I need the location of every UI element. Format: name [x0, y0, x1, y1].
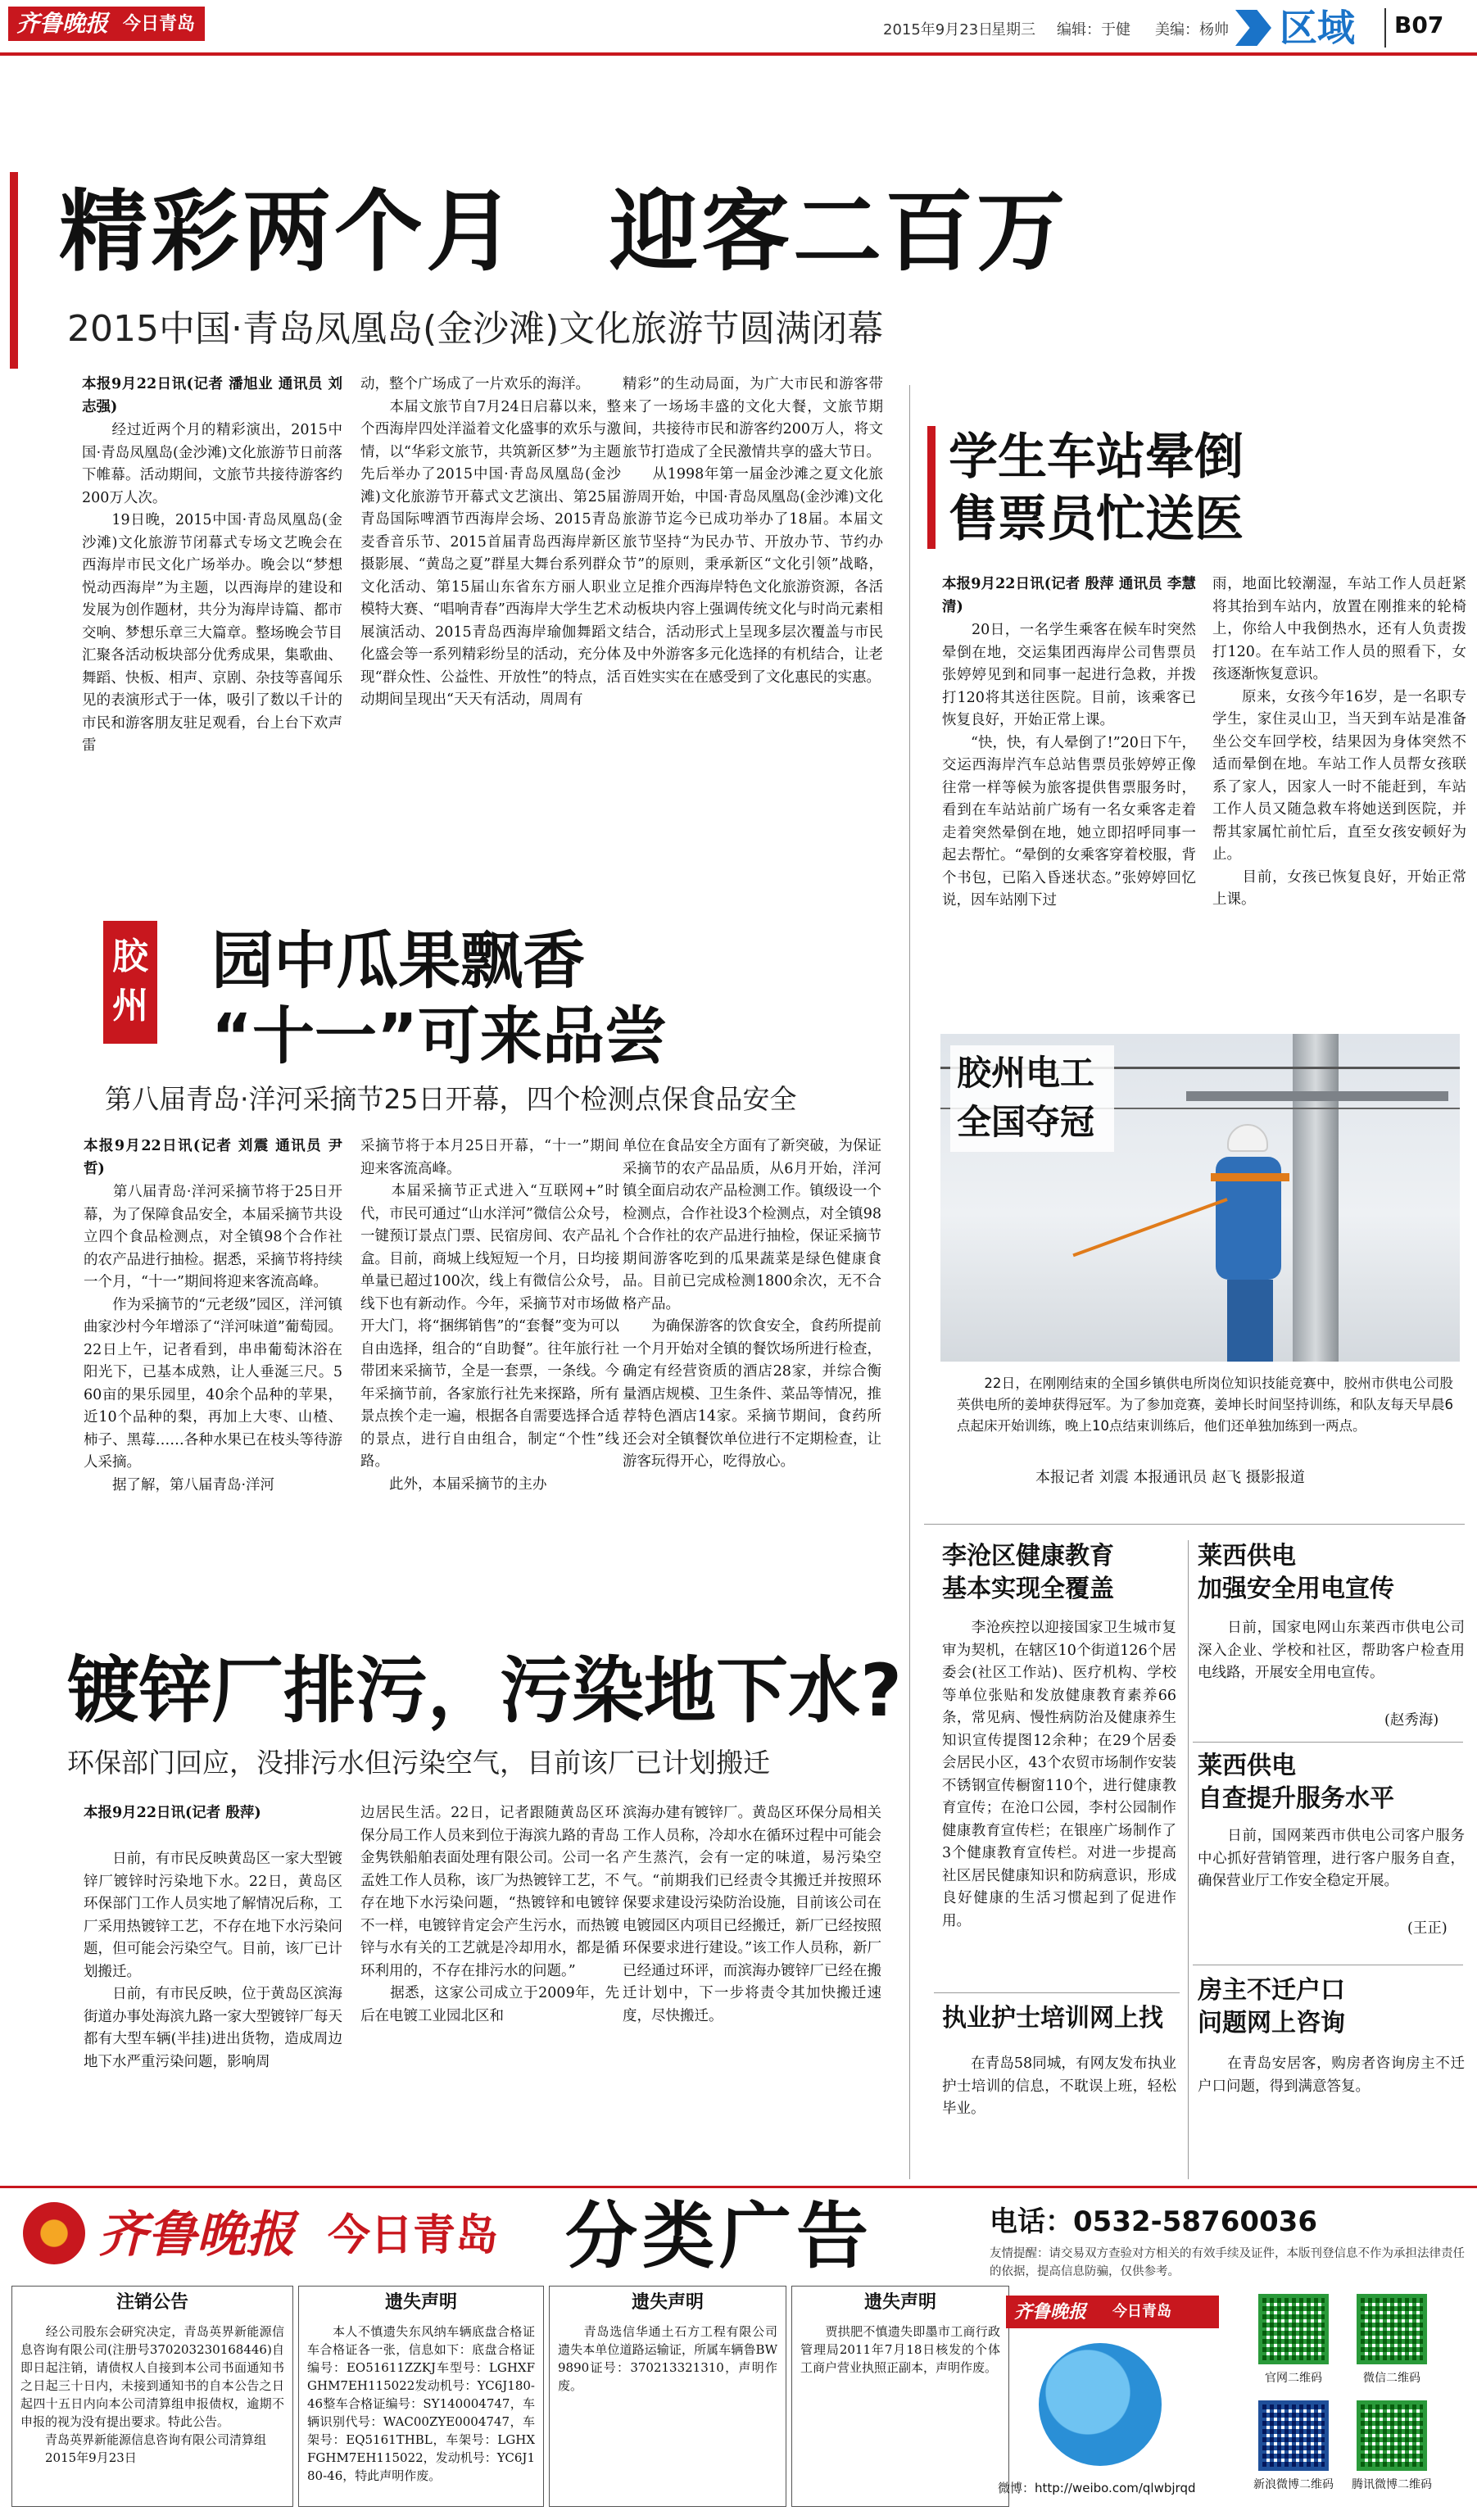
ad-body: 贾拱肥不慎遗失即墨市工商行政管理局2011年7月18日核发的个体工商户营业执照正副本，声明作废。 [800, 2324, 1000, 2375]
brief-title: 执业护士培训网上找 [942, 2004, 1163, 2033]
page-header [0, 0, 1477, 59]
main-column-1: 经过近两个月的精彩演出，2015中国·青岛凤凰岛(金沙滩)文化旅游节日前落下帷幕。活动期间，文旅节共接待游客约200万人次。 19日晚，2015中国·青岛凤凰岛(金沙滩)文化旅游节闭幕式专场文艺晚会在西海岸市民文化广场举办。晚会以“梦想悦动西海岸”为主题，以西海岸的建设和发展为创作题材，共分为海岸诗篇、都市交响、梦想乐章三大篇章。整场晚会节目汇聚各活动板块部分优秀成果，集歌曲、舞蹈、快板、相声、京剧、杂技等喜闻乐见的表演形式于一体，吸引了数以千计的市民和游客朋友驻足观看，台上台下欢声雷 [82, 422, 342, 754]
story2-headline-2: “十一”可来品尝 [211, 999, 667, 1072]
qr-code-icon[interactable] [1258, 2294, 1329, 2364]
brief-body: 李沧疾控以迎接国家卫生城市复审为契机，在辖区10个街道126个居委会(社区工作站)、医疗机构、学校等单位张贴和发放健康教育素养66条，常见病、慢性病防治及健康养生知识宣传提图12余种；在29个居委会居民小区，43个农贸市场制作安装不锈钢宣传橱窗110个，进行健康教育宣传；在沧口公园，李村公园制作健康教育宣传栏；在银座广场制作了3个健康教育宣传栏。对进一步提高社区居民健康知识和防病意识，形成良好健康的生活习惯起到了促进作用。 [942, 1620, 1176, 1929]
main-column-2: 动，整个广场成了一片欢乐的海洋。 本届文旅节自7月24日启幕以来，整个西海岸四处洋溢着文化盛事的欢乐与激情，以“华彩文旅节，共筑新区梦”为主题先后举办了2015中国·青岛凤凰岛(金沙滩)文化旅游节开幕式文艺演出、第25届青岛国际啤酒节西海岸会场、2015青岛麦香音乐节、2015首届青岛西海岸新区摄影展、“黄岛之夏”群星大舞台系列群众文化活动、第15届山东省东方丽人职业模特大赛、“唱响青春”西海岸大学生艺术展演活动、2015青岛西海岸瑜伽舞蹈文化盛会等一系列精彩纷呈的活动，充分体现“群众性、公益性、开放性”的特点，活动期间呈现出“天天有活动，周周有 [360, 376, 621, 708]
story3-byline: 本报9月22日讯(记者 殷萍) [84, 1805, 261, 1821]
ad-box [11, 2286, 293, 2507]
main-headline: 精彩两个月 迎客二百万 [59, 181, 1069, 283]
ad-box [549, 2286, 786, 2507]
brief-body: 日前，国网莱西市供电公司客户服务中心抓好营销管理，进行客户服务自查，确保营业厅工作安全稳定开展。 [1198, 1828, 1465, 1889]
brief-title: 自查提升服务水平 [1198, 1784, 1394, 1813]
header-designer: 美编：杨帅 [1155, 21, 1229, 39]
section-arrow-icon [1235, 10, 1271, 46]
brief-title: 李沧区健康教育 [942, 1542, 1114, 1570]
brief-body: 日前，国家电网山东莱西市供电公司深入企业、学校和社区，帮助客户检查用电线路，开展安全用电宣传。 [1198, 1620, 1465, 1681]
story2-headline-1: 园中瓜果飘香 [211, 924, 585, 997]
ads-top-rule [0, 2186, 1477, 2188]
weibo-promo [990, 2286, 1235, 2507]
brief-title: 房主不迁户口 [1198, 1976, 1345, 2005]
qr-label: 新浪微博二维码 [1253, 2478, 1334, 2491]
brief-title: 莱西供电 [1198, 1752, 1296, 1780]
header-date: 2015年9月23日 [883, 21, 994, 39]
ads-logo-emblem [23, 2202, 85, 2264]
photo-caption: 22日，在刚刚结束的全国乡镇供电所岗位知识技能竞赛中，胶州市供电公司股英供电所的姜坤获得冠军。为了参加竞赛，姜坤长时间坚持训练，和队友每天早晨6点起床开始训练，晚上10点结束训练后，他们还单独加练到一两点。 [957, 1376, 1453, 1434]
column-rule [909, 385, 910, 2179]
worker-harness [1211, 1173, 1289, 1181]
brief-author: (王正) [1407, 1920, 1448, 1937]
story4-column-1: 20日，一名学生乘客在候车时突然晕倒在地，交运集团西海岸公司售票员张婷婷见到和同事一起进行急救，并拨打120将其送往医院。目前，该乘客已恢复良好，开始正常上课。 “快，快，有人晕倒了!”20日下午，交运西海岸汽车总站售票员张婷婷正像往常一样等候为旅客提供售票服务时，看到在车站站前广场有一名女乘客走着走着突然晕倒在地，她立即招呼同事一起去帮忙。“晕倒的女乘客穿着校服，背个书包，已陷入昏迷状态。”张婷婷回忆说，因车站刚下过 [942, 622, 1196, 909]
main-subhead: 2015中国·青岛凤凰岛(金沙滩)文化旅游节圆满闭幕 [67, 308, 884, 350]
weibo-logo-name: 齐鲁晚报 [1014, 2301, 1087, 2323]
brief-rule [1193, 1742, 1463, 1743]
worker-legs [1227, 1280, 1273, 1362]
story2-byline: 本报9月22日讯(记者 刘震 通讯员 尹哲) [84, 1138, 342, 1177]
header-rule [0, 52, 1477, 56]
qr-code-icon[interactable] [1258, 2400, 1329, 2471]
brief-rule [934, 1992, 1180, 1993]
ad-title: 遗失声明 [863, 2292, 936, 2313]
safety-rope [1072, 1198, 1227, 1257]
power-pole [1293, 1034, 1339, 1362]
story3-headline: 镀锌厂排污，污染地下水? [67, 1648, 903, 1733]
brief-title: 莱西供电 [1198, 1542, 1296, 1570]
ad-body: 本人不慎遗失东风纳车辆底盘合格证车合格证各一张，信息如下：底盘合格证编号：EO51611ZZKJ车型号：LGHXFGHM7EH115022发动机号：YC6J180-46整车合格证编号：SY140004747，车辆识别代号：WAC00ZYE0004747，车架号：EQ5161THBL，车架号：LGHXFGHM7EH115022，发动机号：YC6J180-46，特此声明作废。 [307, 2324, 535, 2483]
ads-title: 分类广告 [565, 2194, 874, 2278]
brief-body: 在青岛58同城，有网友发布执业护士培训的信息，不耽误上班，轻松毕业。 [942, 2055, 1176, 2117]
story3-subhead: 环保部门回应，没排污水但污染空气，目前该厂已计划搬迁 [67, 1747, 770, 1779]
ads-logo-name: 齐鲁晚报 [98, 2206, 295, 2264]
brief-title: 基本实现全覆盖 [942, 1575, 1114, 1603]
photo-credit: 本报记者 刘震 本报通讯员 赵飞 摄影报道 [1035, 1469, 1305, 1486]
weibo-url[interactable]: 微博：http://weibo.com/qlwbjrqd [998, 2481, 1196, 2495]
qr-label: 微信二维码 [1363, 2372, 1420, 2385]
header-divider [1384, 8, 1386, 48]
ad-title: 注销公告 [116, 2292, 188, 2313]
worker-helmet [1227, 1124, 1268, 1152]
qr-code-icon[interactable] [1357, 2400, 1427, 2471]
story2-subhead: 第八届青岛·洋河采摘节25日开幕，四个检测点保食品安全 [105, 1083, 797, 1115]
ads-notice: 友情提醒：请交易双方查验对方相关的有效手续及证件，本版刊登信息不作为承担法律责任的依据，提高信息防骗，仅供参考。 [990, 2247, 1465, 2278]
story4-accent-bar [927, 426, 936, 549]
ads-logo-edition: 今日青岛 [328, 2211, 499, 2260]
story3-column-3: 滨海办建有镀锌厂。黄岛区环保分局相关工作人员称，冷却水在循环过程中可能会产生蒸汽，会有一定的味道，易污染空气。“前期我们已经责令其搬迁并按照环保要求建设污染防治设施，目前该公司在电镀园区内项目已经搬迁，新厂已经按照环保要求进行建设。”该工作人员称，新厂已经通过环评，而滨海办镀锌厂已经在搬迁计划中，下一步将责令其加快搬迁速度，尽快搬迁。 [623, 1805, 881, 2024]
weibo-logo-edition: 今日青岛 [1112, 2303, 1171, 2320]
masthead-logo: 齐鲁晚报 [16, 10, 109, 37]
qr-label: 腾讯微博二维码 [1352, 2478, 1432, 2491]
photo-title-1: 胶州电工 [957, 1053, 1095, 1093]
brief-author: (赵秀海) [1384, 1712, 1439, 1729]
ad-title: 遗失声明 [631, 2292, 704, 2313]
ad-body: 青岛选信华通土石方工程有限公司遗失本单位道路运输证，所属车辆鲁BW9890证号：370213321310，声明作废。 [558, 2324, 777, 2393]
story4-headline-1: 学生车站晕倒 [949, 428, 1244, 486]
photo-title-2: 全国夺冠 [957, 1102, 1095, 1142]
headline-accent-bar [10, 172, 18, 369]
column-rule [1188, 1540, 1189, 2179]
story4-headline-2: 售票员忙送医 [949, 491, 1244, 548]
ads-phone: 电话：0532-58760036 [990, 2205, 1317, 2238]
ad-title: 遗失声明 [384, 2292, 457, 2313]
brief-title: 问题网上咨询 [1198, 2009, 1345, 2037]
main-byline: 本报9月22日讯(记者 潘旭业 通讯员 刘志强) [82, 376, 342, 415]
qr-label: 官网二维码 [1265, 2372, 1322, 2385]
ad-box [791, 2286, 1009, 2507]
header-editor: 编辑：于健 [1057, 21, 1130, 39]
story4-column-2: 雨，地面比较潮湿，车站工作人员赶紧将其抬到车站内，放置在刚推来的轮椅上，你给人中我倒热水，还有人负责拨打120。在车站工作人员的照看下，女孩逐渐恢复意识。 原来，女孩今年16岁，是一名职专学生，家住灵山卫，当天到车站是准备坐公交车回学校，结果因为身体突然不适而晕倒在地。车站工作人员帮女孩联系了家人，因家人一时不能赶到，车站工作人员又随急救车将她送到医院，并帮其家属忙前忙后，直至女孩安顿好为止。 目前，女孩已恢复良好，开始正常上课。 [1212, 576, 1466, 908]
section-label: 区域 [1280, 6, 1355, 50]
story2-tag: 胶州 [112, 936, 148, 1027]
ad-body: 经公司股东会研究决定，青岛英界新能源信息咨询有限公司(注册号370203230168446)自即日起注销，请债权人自接到本公司书面通知书之日起三十日内，未接到通知书的自本公告之日起四十五日内向本公司清算组申报债权，逾期不申报的视为没有提出要求。特此公告。 青岛英界新能源信息咨询有限公司清算组 2015年9月23日 [20, 2324, 284, 2465]
brief-title: 加强安全用电宣传 [1198, 1575, 1394, 1603]
page-number: B07 [1394, 11, 1444, 39]
section-rule [924, 1524, 1465, 1525]
story2-column-1: 第八届青岛·洋河采摘节将于25日开幕，为了保障食品安全，本届采摘节共设立四个食品检测点，对全镇98个合作社的农产品进行抽检。据悉，采摘节将持续一个月，“十一”期间将迎来客流高峰。 作为采摘节的“元老级”园区，洋河镇曲家沙村今年增添了“洋河味道”葡萄园。22日上午，记者看到，串串葡萄沐浴在阳光下，已基本成熟，让人垂涎三尺。560亩的果乐园里，40余个品种的苹果，近10个品种的梨，再加上大枣、山楂、柿子、黑莓……各种水果已在枝头等待游人采摘。 据了解，第八届青岛·洋河 [84, 1184, 342, 1493]
qr-code-icon[interactable] [1357, 2294, 1427, 2364]
story2-column-3: 单位在食品安全方面有了新突破，为保证采摘节的农产品品质，从6月开始，洋河镇全面启动农产品检测工作。镇级设一个检测点，合作社设3个检测点，对全镇98个合作社的农产品进行抽检，保证采摘节期间游客吃到的瓜果蔬菜是绿色健康食品。目前已完成检测1800余次，无不合格产品。 为确保游客的饮食安全，食药所提前一个月开始对全镇的餐饮场所进行检查，确定有经营资质的酒店28家，并综合衡量酒店规模、卫生条件、菜品等情况，推荐特色酒店14家。采摘节期间，食药所还会对全镇餐饮单位进行不定期检查，让游客玩得开心，吃得放心。 [623, 1138, 881, 1470]
story4-byline: 本报9月22日讯(记者 殷萍 通讯员 李慧清) [942, 576, 1196, 615]
header-weekday: 星期三 [991, 21, 1035, 39]
brief-body: 在青岛安居客，购房者咨询房主不迁户口问题，得到满意答复。 [1198, 2055, 1465, 2095]
ad-box [298, 2286, 544, 2507]
main-column-3: 精彩”的生动局面，为广大市民和游客带来了一场场丰盛的文化大餐，文旅节期间，共接待市民和游客约200万人，将文旅节打造成了全民激情共享的盛大节日。 从1998年第一届金沙滩之夏文化旅游周开始，中国·青岛凤凰岛(金沙滩)文化旅游节迄今已成功举办了18届。本届文旅节坚持“为民办节、开放办节、节约办节”的原则，秉承新区“文化引领”战略，立足推介西海岸特色文化旅游资源，各活动板块内容上强调传统文化与时尚元素相结合，活动形式上呈现多层次覆盖与市民及中外游客多元化选择的有机结合，让老百姓实实在在感受到了文化惠民的实惠。 [623, 376, 883, 686]
story2-column-2: 采摘节将于本月25日开幕，“十一”期间迎来客流高峰。 本届采摘节正式进入“互联网+”时代，市民可通过“山水洋河”微信公众号，一键预订景点门票、民宿房间、农产品礼盒。目前，商城上线短短一个月，日均接单量已超过100次，线上有微信公众号，线下也有新动作。今年，采摘节对市场做开大门，将“捆绑销售”的“套餐”变为可以自由选择，组合的“自助餐”。往年旅行社带团来采摘节，全是一套票，一条线。今年采摘节前，各家旅行社先来探路，所有景点挨个走一遍，根据各自需要选择合适的景点，进行自由组合，制定“个性”线路。 此外，本届采摘节的主办 [360, 1138, 619, 1493]
crossarm [1186, 1091, 1448, 1101]
weibo-bird-icon [1039, 2343, 1162, 2466]
masthead-edition: 今日青岛 [123, 13, 196, 34]
story3-column-2: 边居民生活。22日，记者跟随黄岛区环保分局工作人员来到位于海滨九路的青岛金隽铁船舶表面处理有限公司。公司一名孟姓工作人员称，该厂为热镀锌工艺，不存在地下水污染问题，“热镀锌和电镀锌不一样，电镀锌肯定会产生污水，而热镀锌与水有关的工艺就是冷却用水，都是循环利用的，不存在排污水的问题。” 据悉，这家公司成立于2009年，先后在电镀工业园北区和 [360, 1805, 619, 2024]
story3-column-1: 日前，有市民反映黄岛区一家大型镀锌厂镀锌时污染地下水。22日，黄岛区环保部门工作人员实地了解情况后称，工厂采用热镀锌工艺，不存在地下水污染问题，但可能会污染空气。目前，该厂已计划搬迁。 日前，有市民反映，位于黄岛区滨海街道办事处海滨九路一家大型镀锌厂每天都有大型车辆(半挂)进出货物，造成周边地下水严重污染问题，影响周 [84, 1851, 342, 2070]
